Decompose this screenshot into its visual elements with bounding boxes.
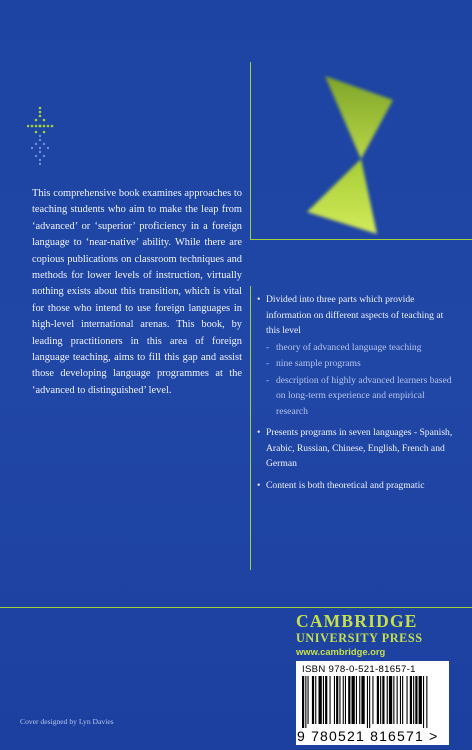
barcode-bar: [397, 676, 398, 724]
barcode-bar: [393, 676, 394, 724]
barcode-bar: [352, 676, 355, 724]
barcode-bar: [334, 676, 335, 724]
feature-text: Content is both theoretical and pragmatic: [266, 479, 425, 491]
barcode-bar: [369, 676, 370, 728]
barcode-bar: [348, 676, 350, 724]
barcode-bar: [336, 676, 338, 724]
barcode-bar: [345, 676, 346, 724]
barcode-bar: [400, 676, 401, 724]
barcode-bar: [426, 676, 427, 728]
barcode-bar: [356, 676, 357, 724]
feature-subitem: - theory of advanced language teaching: [266, 340, 454, 356]
hourglass-triangles-artwork: [251, 62, 472, 240]
barcode-bar: [407, 676, 408, 724]
barcode-bar: [415, 676, 417, 724]
feature-item: [258, 478, 454, 494]
feature-subitem: - description of highly advanced learners based on long-term experience and empirical research: [266, 373, 454, 420]
book-description: This comprehensive book examines approaches to teaching students who aim to make the leap from ‘advanced’ or ‘superior’ proficiency in a foreign language to ‘near-native’ ability. While there are copious publications on classroom techniques and methods for lower levels of instruction, virtually nothing exists about this transition, which is vital for those who intend to use foreign languages in high-level international arenas. This book, by leading practitioners in this area of foreign language teaching, aims to fill this gap and assist those developing language programmes at the ‘advanced to distinguished’ level.: [32, 188, 242, 396]
feature-text: Divided into three parts which provide information on different aspects of teaching at this level: [266, 294, 444, 336]
barcode-bar: [402, 676, 403, 724]
barcode-bar: [325, 676, 327, 724]
barcode-bar: [302, 676, 304, 728]
barcode-bar: [387, 676, 388, 724]
barcode-bar: [308, 676, 309, 724]
feature-item: [258, 292, 454, 419]
cover-artwork-frame: [250, 62, 472, 240]
barcode-bar: [312, 676, 314, 724]
publisher-name: CAMBRIDGE: [296, 611, 418, 631]
barcode-bar: [380, 676, 381, 724]
barcode-digits: 9 780521 816571 >: [297, 728, 439, 744]
barcode-bar: [305, 676, 306, 728]
barcode-bar: [419, 676, 422, 724]
barcode-bar: [367, 676, 368, 728]
publisher-subname: UNIVERSITY PRESS: [296, 631, 423, 645]
barcode-bar: [361, 676, 364, 724]
footer-divider: [0, 607, 472, 608]
feature-subitem: - nine sample programs: [266, 356, 454, 372]
barcode-bar: [389, 676, 392, 724]
barcode-bar: [343, 676, 344, 724]
feature-text: Presents programs in seven languages - Spanish, Arabic, Russian, Chinese, English, French and German: [266, 427, 453, 469]
barcode-bar: [382, 676, 384, 724]
publisher-logo: [296, 612, 460, 658]
barcode-bar: [315, 676, 316, 724]
feature-list: [258, 292, 454, 499]
barcode-bar: [410, 676, 412, 724]
dotted-cross-ornament-icon: [27, 106, 59, 168]
barcode-bar: [413, 676, 414, 724]
barcode-bar: [323, 676, 324, 724]
barcode-bars: [300, 676, 445, 728]
isbn-number: ISBN 978-0-521-81657-1: [302, 664, 416, 675]
feature-sublist: [266, 340, 454, 420]
barcode-bar: [377, 676, 379, 724]
features-divider: [250, 286, 251, 570]
barcode-bar: [423, 676, 424, 728]
cover-credit: Cover designed by Lyn Davies: [20, 717, 114, 726]
barcode-bar: [319, 676, 322, 724]
barcode-bar: [372, 676, 373, 724]
feature-item: [258, 425, 454, 472]
publisher-url: www.cambridge.org: [296, 646, 386, 657]
barcode-bar: [359, 676, 360, 724]
barcode-bar: [339, 676, 340, 724]
barcode-bar: [330, 676, 331, 724]
isbn-barcode: [296, 661, 449, 745]
